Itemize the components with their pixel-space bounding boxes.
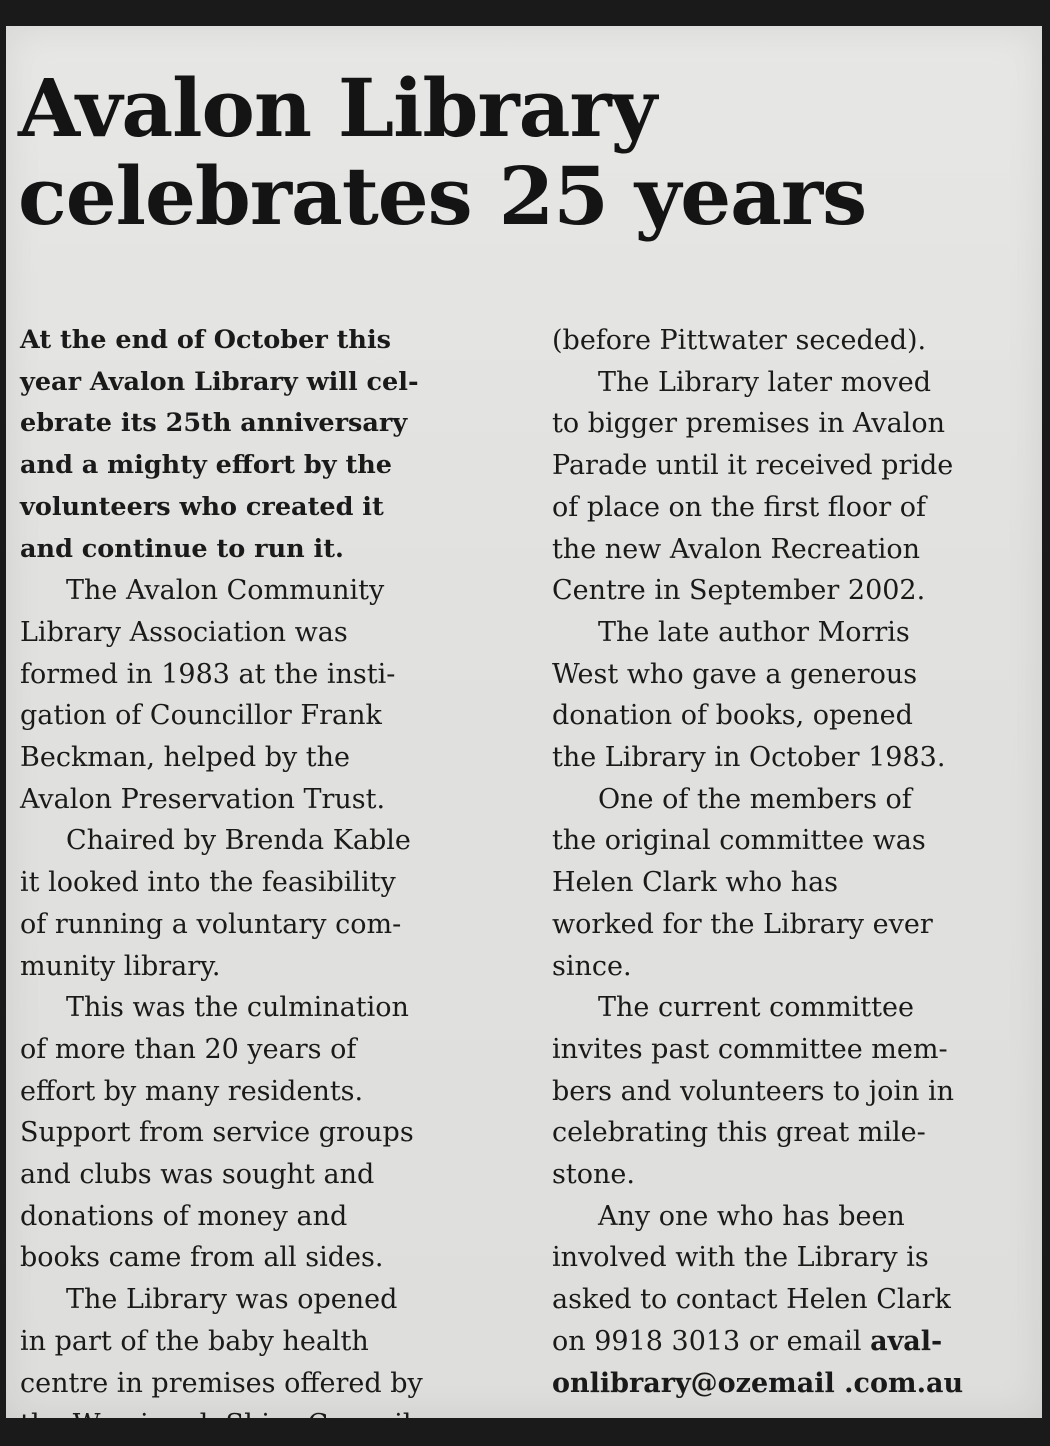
text-line: One of the members of (598, 783, 912, 815)
text-line: Chaired by Brenda Kable (66, 825, 411, 857)
text-line: the Warringah Shire Council (20, 1409, 412, 1441)
paragraph (552, 362, 1032, 612)
headline-line: celebrates 25 years (18, 149, 867, 243)
text-line: donations of money and (20, 1200, 348, 1232)
article-headline (18, 61, 867, 243)
text-line: celebrating this great mile- (552, 1117, 926, 1149)
text-line: gation of Councillor Frank (20, 700, 382, 732)
text-line: and a mighty effort by the (20, 450, 393, 481)
text-line: to bigger premises in Avalon (552, 408, 945, 440)
text-line: Support from service groups (20, 1117, 414, 1149)
text-line: books came from all sides. (20, 1242, 384, 1274)
text-line: the new Avalon Recreation (552, 533, 921, 565)
email-address-part: onlibrary@ozemail .com.au (552, 1367, 964, 1399)
text-line: of running a voluntary com- (20, 908, 402, 940)
text-line: The current committee (598, 992, 914, 1024)
text-line: bers and volunteers to join in (552, 1075, 954, 1107)
text-line: Helen Clark who has (552, 867, 839, 899)
paragraph (20, 1279, 502, 1446)
text-line: asked to contact Helen Clark (552, 1284, 951, 1316)
paragraph (20, 570, 502, 820)
text-line: and clubs was sought and (20, 1159, 375, 1191)
text-line: involved with the Library is (552, 1242, 929, 1274)
text-line: invites past committee mem- (552, 1033, 948, 1065)
paragraph (552, 320, 1032, 362)
text-line: At the end of October this (20, 325, 391, 355)
paragraph (20, 820, 502, 987)
headline-line: Avalon Library (18, 61, 657, 155)
text-line: centre in premises offered by (20, 1367, 423, 1399)
text-line: Any one who has been (598, 1200, 905, 1232)
text-line: since. (552, 950, 632, 982)
text-line: the Library in October 1983. (552, 742, 946, 774)
text-line: munity library. (20, 950, 221, 982)
text-line: volunteers who created it (20, 491, 384, 522)
email-address-part: aval- (870, 1325, 943, 1357)
text-line: and continue to run it. (20, 533, 344, 564)
text-line: This was the culmination (66, 992, 409, 1024)
text-line: of more than 20 years of (20, 1033, 357, 1065)
text-line: it looked into the feasibility (20, 867, 396, 899)
text-line: Beckman, helped by the (20, 742, 351, 774)
paragraph (552, 779, 1032, 988)
paragraph (552, 612, 1032, 779)
article-column-left (20, 320, 502, 1446)
text-line: (before Pittwater seceded). (552, 325, 927, 356)
text-line: formed in 1983 at the insti- (20, 658, 396, 690)
text-line: worked for the Library ever (552, 908, 933, 940)
text-line: Library Association was (20, 616, 348, 648)
article-column-right (552, 320, 1032, 1404)
text-line: stone. (552, 1159, 635, 1191)
lead-paragraph (20, 320, 502, 570)
text-line: in part of the baby health (20, 1325, 369, 1357)
text-line: The Library later moved (598, 366, 931, 398)
text-line: of place on the first floor of (552, 491, 927, 523)
paragraph (552, 1196, 1032, 1405)
text-line: the original committee was (552, 825, 926, 857)
contact-line (552, 1321, 1032, 1363)
text-line: donation of books, opened (552, 700, 913, 732)
contact-text: on 9918 3013 or email (552, 1325, 871, 1357)
text-line: effort by many residents. (20, 1075, 364, 1107)
text-line: West who gave a generous (552, 658, 918, 690)
text-line: year Avalon Library will cel- (20, 366, 419, 397)
text-line: ebrate its 25th anniversary (20, 408, 408, 439)
newspaper-clipping (6, 26, 1042, 1441)
text-line: Parade until it received pride (552, 450, 954, 482)
text-line: The Library was opened (66, 1284, 398, 1316)
paragraph (552, 987, 1032, 1196)
text-line: The late author Morris (598, 616, 910, 648)
paragraph (20, 987, 502, 1279)
text-line: Avalon Preservation Trust. (20, 783, 386, 815)
text-line: Centre in September 2002. (552, 575, 926, 607)
text-line: The Avalon Community (66, 575, 385, 607)
